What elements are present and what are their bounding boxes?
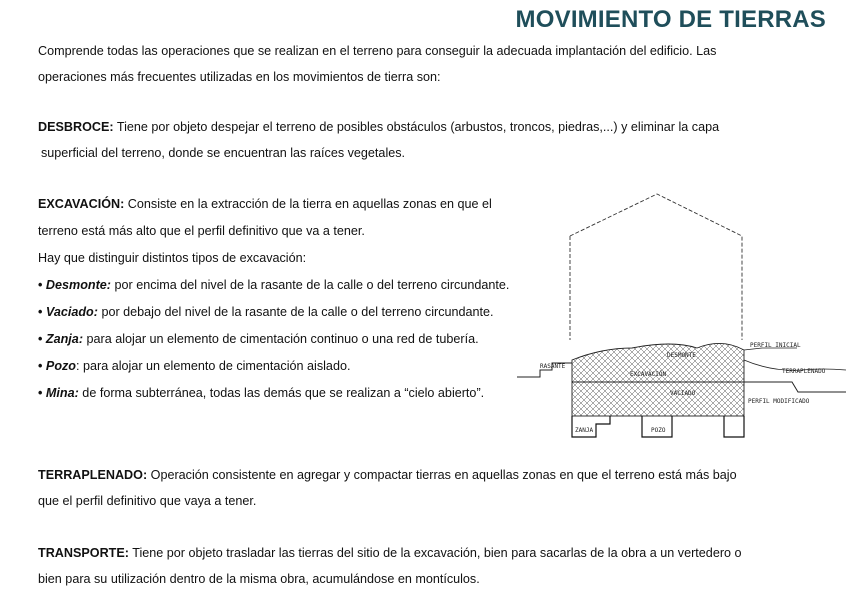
desbroce-term: DESBROCE: [38, 120, 114, 134]
label-perfil-modificado: PERFIL MODIFICADO [748, 398, 810, 405]
transporte-paragraph [38, 540, 810, 592]
terraplenado-line-2: que el perfil definitivo que vaya a tener. [38, 494, 257, 508]
transporte-line-1: Tiene por objeto trasladar las tierras del sitio de la excavación, bien para sacarlas de la obra a un vertedero o [128, 546, 742, 560]
excavation-type-mina: • Mina: de forma subterránea, todas las demás que se realizan a “cielo abierto”. [38, 386, 485, 400]
label-desmonte: DESMONTE [667, 352, 696, 359]
excavacion-line-2: terreno está más alto que el perfil definitivo que va a tener. [38, 224, 365, 238]
intro-line-2: operaciones más frecuentes utilizadas en los movimientos de tierra son: [38, 70, 441, 84]
label-terraplenado: TERRAPLENADO [782, 368, 826, 375]
excavation-type-vaciado: • Vaciado: por debajo del nivel de la rasante de la calle o del terreno circundante. [38, 305, 494, 319]
terraplenado-term: TERRAPLENADO: [38, 468, 148, 482]
excavacion-section [38, 191, 578, 407]
excavation-type-zanja: • Zanja: para alojar un elemento de cimentación continuo o una red de tubería. [38, 332, 479, 346]
label-perfil-inicial: PERFIL INICIAL [750, 342, 801, 349]
terraplenado-line-1: Operación consistente en agregar y compactar tierras en aquellas zonas en que el terreno está más bajo [147, 468, 737, 482]
building-outline [570, 194, 742, 340]
intro-paragraph [38, 38, 810, 90]
label-vaciado: VACIADO [670, 390, 696, 397]
excavacion-line-3: Hay que distinguir distintos tipos de excavación: [38, 251, 307, 265]
desbroce-paragraph [38, 114, 810, 166]
intro-line-1: Comprende todas las operaciones que se realizan en el terreno para conseguir la adecuada implantación del edificio. Las [38, 44, 717, 58]
terraplenado-paragraph [38, 462, 810, 514]
label-excavacion: EXCAVACIÓN [630, 371, 667, 378]
transporte-term: TRANSPORTE: [38, 546, 129, 560]
page-title: MOVIMIENTO DE TIERRAS [515, 6, 826, 33]
desbroce-line-2: superficial del terreno, donde se encuentran las raíces vegetales. [41, 146, 406, 160]
label-zanja: ZANJA [575, 427, 594, 434]
vaciado-box [572, 382, 744, 416]
excavation-type-desmonte: • Desmonte: por encima del nivel de la rasante de la calle o del terreno circundante. [38, 278, 510, 292]
excavation-type-pozo: • Pozo: para alojar un elemento de cimentación aislado. [38, 359, 351, 373]
desbroce-line-1: Tiene por objeto despejar el terreno de posibles obstáculos (arbustos, troncos, piedras,...) y eliminar la capa [113, 120, 720, 134]
excavation-diagram [512, 190, 846, 442]
excavacion-line-1: Consiste en la extracción de la tierra en aquellas zonas en que el [124, 197, 492, 211]
transporte-line-2: bien para su utilización dentro de la misma obra, acumulándose en montículos. [38, 572, 480, 586]
excavacion-term: EXCAVACIÓN: [38, 197, 125, 211]
label-rasante: RASANTE [540, 363, 566, 370]
label-pozo: POZO [651, 427, 666, 434]
